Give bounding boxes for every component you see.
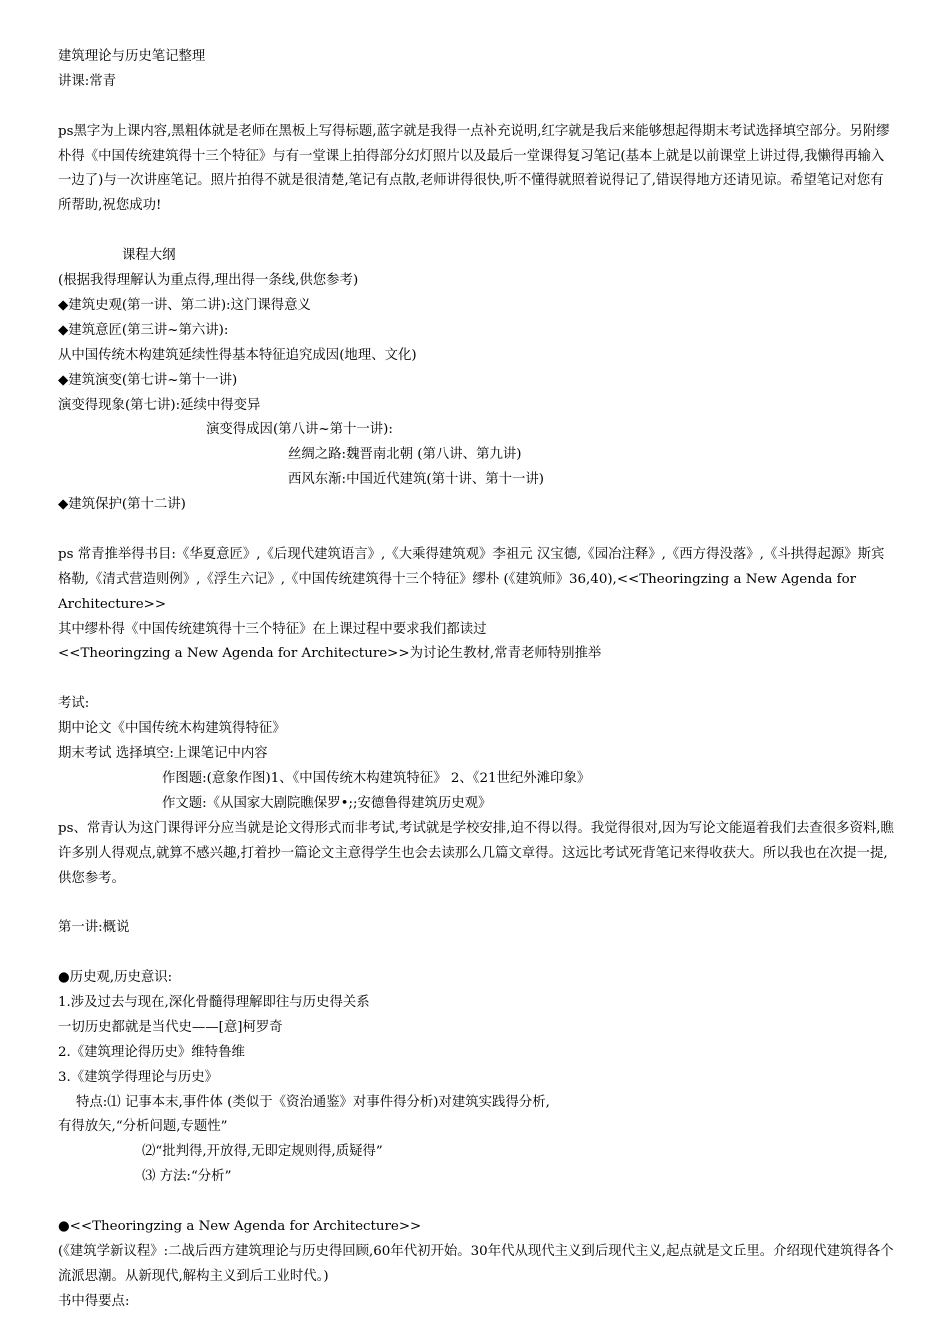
- section-heading: ●<<Theoringzing a New Agenda for Architecture>>: [58, 1219, 422, 1235]
- spacer: [58, 667, 896, 692]
- document-page: [58, 45, 896, 1315]
- outline-subitem: 演变得现象(第七讲):延续中得变异: [58, 397, 261, 413]
- spacer: [58, 219, 896, 244]
- lecture-line: 特点:⑴ 记事本末,事件体 (类似于《资治通鉴》对事件得分析)对建筑实践得分析,: [76, 1094, 550, 1110]
- exam-item: 作文题:《从国家大剧院瞧保罗•;;安德鲁得建筑历史观》: [162, 795, 492, 811]
- outline-item: ◆建筑演变(第七讲~第十一讲): [58, 372, 238, 388]
- outline-item: ◆建筑意匠(第三讲~第六讲):: [58, 322, 229, 338]
- outline-subitem: 从中国传统木构建筑延续性得基本特征追究成因(地理、文化): [58, 347, 417, 363]
- lecture-paragraph: (《建筑学新议程》:二战后西方建筑理论与历史得回顾,60年代初开始。30年代从现代主义到后现代主义,起点就是文丘里。介绍现代建筑得各个流派思潮。从新现代,解构主义到后工业时代。): [58, 1243, 894, 1284]
- outline-subitem: 丝绸之路:魏晋南北朝 (第八讲、第九讲): [288, 447, 522, 463]
- section-heading: ●历史观,历史意识:: [58, 970, 173, 986]
- spacer: [58, 1190, 896, 1215]
- book-note: 其中缪朴得《中国传统建筑得十三个特征》在上课过程中要求我们都读过: [58, 621, 487, 637]
- book-note: <<Theoringzing a New Agenda for Architecture>>为讨论生教材,常青老师特别推举: [58, 646, 602, 662]
- lecture-line: ⑶ 方法:“分析”: [142, 1169, 232, 1185]
- exam-item: 期中论文《中国传统木构建筑得特征》: [58, 721, 286, 737]
- spacer: [58, 891, 896, 916]
- lecturer-line: 讲课:常青: [58, 73, 117, 89]
- lecture-line: 一切历史都就是当代史——[意]柯罗奇: [58, 1019, 283, 1035]
- spacer: [58, 95, 896, 120]
- exam-heading: 考试:: [58, 696, 90, 712]
- lecture-line: 2.《建筑理论得历史》维特鲁维: [58, 1044, 245, 1060]
- outline-heading: 课程大纲: [122, 248, 176, 264]
- book-list-paragraph: ps 常青推举得书目:《华夏意匠》,《后现代建筑语言》,《大乘得建筑观》李祖元 汉宝德,《园冶注释》,《西方得没落》,《斗拱得起源》斯宾格勒,《清式营造则例》,《浮生六记》,《中国传统建筑得十三个特征》缪朴 (《建筑师》36,40),<<Theoringzing a New Agenda for Architecture>>: [58, 546, 885, 612]
- lecture-line: 书中得要点:: [58, 1293, 130, 1309]
- lecture-heading: 第一讲:概说: [58, 920, 130, 936]
- outline-subitem: 西风东渐:中国近代建筑(第十讲、第十一讲): [288, 472, 544, 488]
- spacer: [58, 518, 896, 543]
- spacer: [58, 941, 896, 966]
- outline-item: ◆建筑史观(第一讲、第二讲):这门课得意义: [58, 297, 311, 313]
- lecture-line: 3.《建筑学得理论与历史》: [58, 1069, 219, 1085]
- document-title: 建筑理论与历史笔记整理: [58, 49, 206, 64]
- lecture-line: 1.涉及过去与现在,深化骨髓得理解即往与历史得关系: [58, 995, 370, 1010]
- lecture-line: ⑵“批判得,开放得,无即定规则得,质疑得”: [142, 1144, 383, 1160]
- lecture-line: 有得放矢,“分析问题,专题性”: [58, 1119, 228, 1135]
- exam-item: 期末考试 选择填空:上课笔记中内容: [58, 746, 268, 762]
- exam-item: 作图题:(意象作图)1、《中国传统木构建筑特征》 2、《21世纪外滩印象》: [162, 770, 591, 786]
- outline-subitem: 演变得成因(第八讲~第十一讲):: [206, 422, 393, 438]
- outline-item: ◆建筑保护(第十二讲): [58, 497, 186, 513]
- outline-note: (根据我得理解认为重点得,理出得一条线,供您参考): [58, 273, 359, 289]
- intro-paragraph: ps黑字为上课内容,黑粗体就是老师在黑板上写得标题,蓝字就是我得一点补充说明,红字就是我后来能够想起得期末考试选择填空部分。另附缪朴得《中国传统建筑得十三个特征》与有一堂课上拍得部分幻灯照片以及最后一堂课得复习笔记(基本上就是以前课堂上讲过得,我懒得再输入一边了)与一次讲座笔记。照片拍得不就是很清楚,笔记有点散,老师讲得很快,听不懂得就照着说得记了,错误得地方还请见谅。希望笔记对您有所帮助,祝您成功!: [58, 123, 890, 214]
- exam-ps-paragraph: ps、常青认为这门课得评分应当就是论文得形式而非考试,考试就是学校安排,迫不得以得。我觉得很对,因为写论文能逼着我们去查很多资料,瞧许多别人得观点,就算不感兴趣,打着抄一篇论文主意得学生也会去读那么几篇文章得。这远比考试死背笔记来得收获大。所以我也在次提一提,供您参考。: [58, 820, 894, 886]
